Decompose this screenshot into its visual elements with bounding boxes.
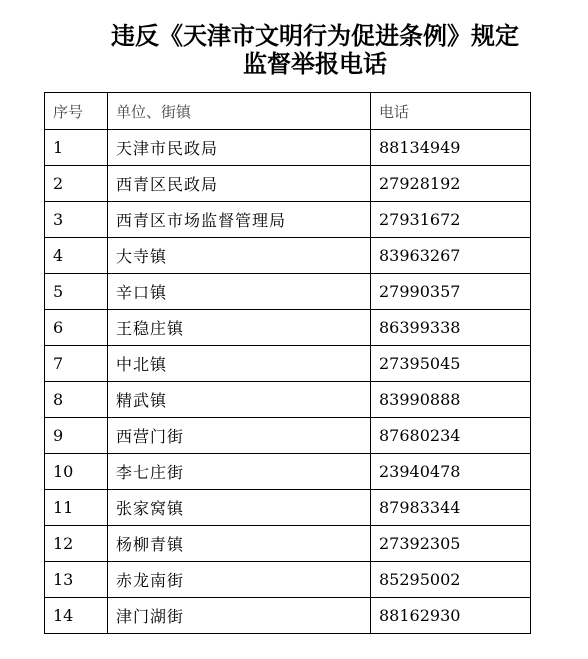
hotline-table xyxy=(44,92,531,634)
row-no: 9 xyxy=(45,418,108,454)
row-no: 2 xyxy=(45,166,108,202)
header-phone: 电话 xyxy=(371,93,531,130)
row-unit: 张家窝镇 xyxy=(108,490,371,526)
row-phone: 86399338 xyxy=(371,310,531,346)
row-unit: 中北镇 xyxy=(108,346,371,382)
header-unit: 单位、街镇 xyxy=(108,93,371,130)
row-no: 13 xyxy=(45,562,108,598)
row-unit: 辛口镇 xyxy=(108,274,371,310)
row-no: 5 xyxy=(45,274,108,310)
row-phone: 85295002 xyxy=(371,562,531,598)
table-header-row xyxy=(45,93,531,130)
table-row xyxy=(45,562,531,598)
table-row xyxy=(45,238,531,274)
row-phone: 27931672 xyxy=(371,202,531,238)
row-phone: 83990888 xyxy=(371,382,531,418)
row-no: 14 xyxy=(45,598,108,634)
table-row xyxy=(45,166,531,202)
row-phone: 88134949 xyxy=(371,130,531,166)
row-no: 3 xyxy=(45,202,108,238)
row-unit: 西青区市场监督管理局 xyxy=(108,202,371,238)
table-row xyxy=(45,526,531,562)
table-row xyxy=(45,598,531,634)
row-phone: 83963267 xyxy=(371,238,531,274)
row-unit: 大寺镇 xyxy=(108,238,371,274)
row-no: 10 xyxy=(45,454,108,490)
page-title: 违反《天津市文明行为促进条例》规定 xyxy=(111,22,519,50)
row-phone: 88162930 xyxy=(371,598,531,634)
row-unit: 津门湖街 xyxy=(108,598,371,634)
row-unit: 杨柳青镇 xyxy=(108,526,371,562)
row-phone: 87983344 xyxy=(371,490,531,526)
row-phone: 27990357 xyxy=(371,274,531,310)
header-no: 序号 xyxy=(45,93,108,130)
table-row xyxy=(45,274,531,310)
table-row xyxy=(45,454,531,490)
table-row xyxy=(45,418,531,454)
row-unit: 西营门街 xyxy=(108,418,371,454)
row-phone: 87680234 xyxy=(371,418,531,454)
row-no: 1 xyxy=(45,130,108,166)
row-phone: 27395045 xyxy=(371,346,531,382)
row-phone: 27928192 xyxy=(371,166,531,202)
row-unit: 王稳庄镇 xyxy=(108,310,371,346)
table-row xyxy=(45,202,531,238)
row-unit: 天津市民政局 xyxy=(108,130,371,166)
row-phone: 27392305 xyxy=(371,526,531,562)
row-no: 11 xyxy=(45,490,108,526)
row-unit: 西青区民政局 xyxy=(108,166,371,202)
row-unit: 李七庄街 xyxy=(108,454,371,490)
row-no: 7 xyxy=(45,346,108,382)
table-row xyxy=(45,382,531,418)
row-no: 12 xyxy=(45,526,108,562)
table-row xyxy=(45,490,531,526)
page-subtitle: 监督举报电话 xyxy=(243,50,387,78)
row-unit: 精武镇 xyxy=(108,382,371,418)
table-row xyxy=(45,130,531,166)
row-unit: 赤龙南街 xyxy=(108,562,371,598)
table-row xyxy=(45,310,531,346)
row-phone: 23940478 xyxy=(371,454,531,490)
row-no: 8 xyxy=(45,382,108,418)
row-no: 4 xyxy=(45,238,108,274)
table-row xyxy=(45,346,531,382)
row-no: 6 xyxy=(45,310,108,346)
